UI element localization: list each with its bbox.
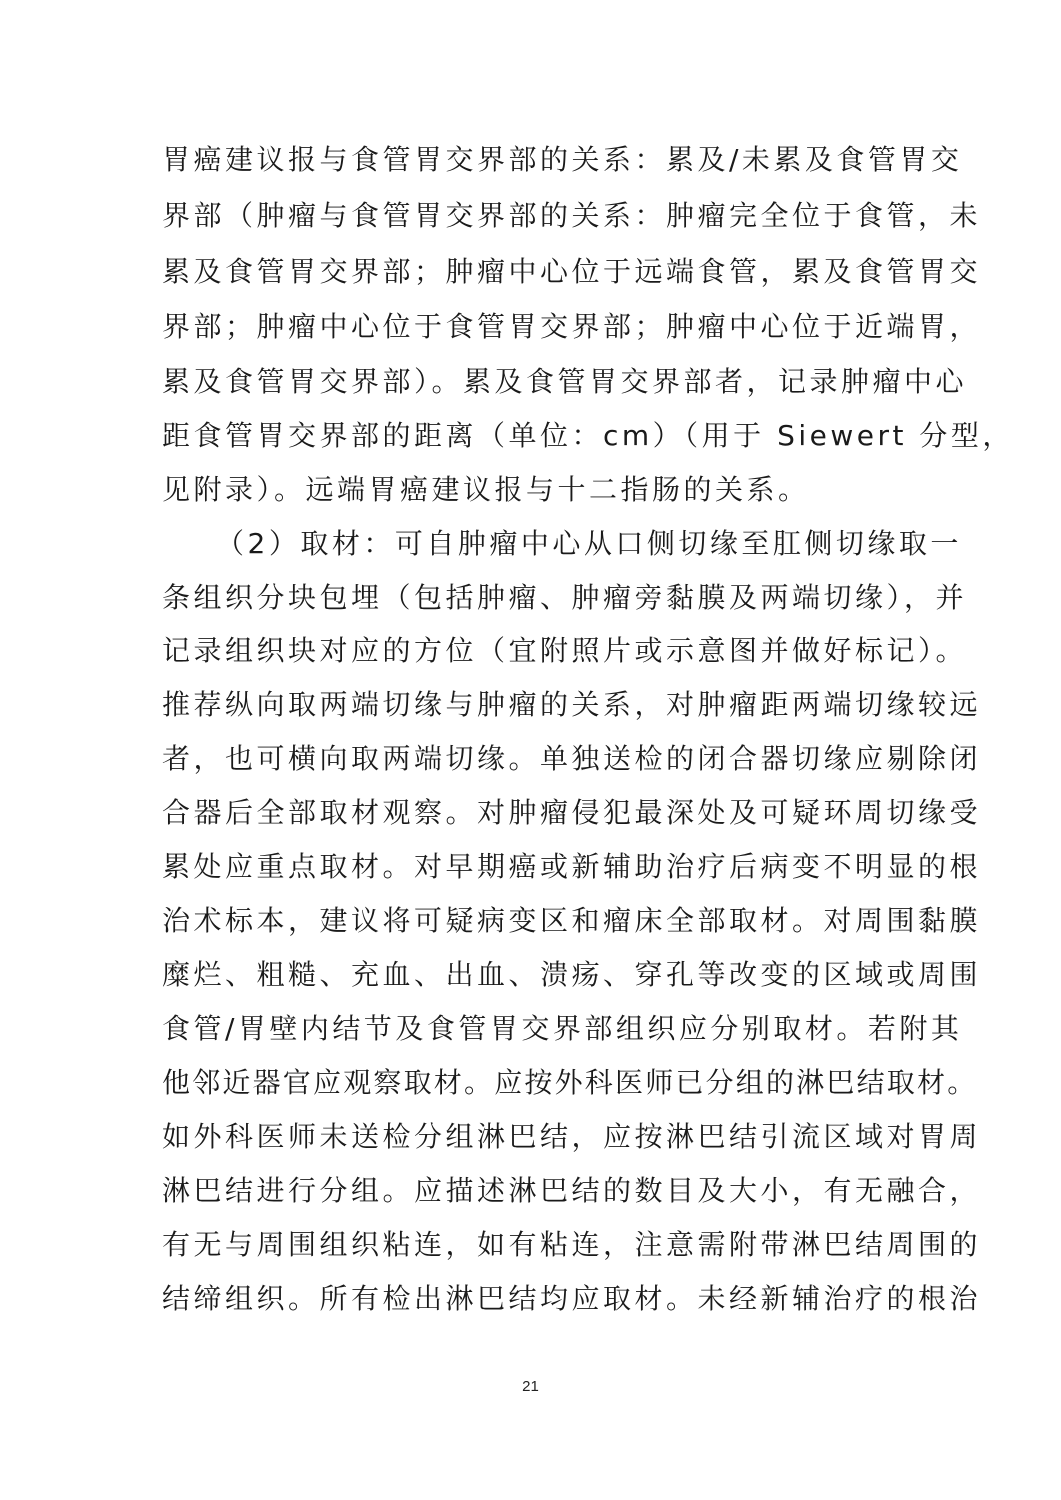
body-text-line: 胃癌建议报与食管胃交界部的关系：累及/未累及食管胃交 xyxy=(162,143,963,176)
body-text-line: 记录组织块对应的方位（宜附照片或示意图并做好标记）。 xyxy=(162,634,968,667)
body-text-line: 食管/胃壁内结节及食管胃交界部组织应分别取材。若附其 xyxy=(162,1012,963,1045)
body-text-line: 距食管胃交界部的距离（单位：cm）（用于 Siewert 分型， xyxy=(162,419,1014,452)
body-text-line: 者，也可横向取两端切缘。单独送检的闭合器切缘应剔除闭 xyxy=(162,742,982,775)
body-text-line: 有无与周围组织粘连，如有粘连，注意需附带淋巴结周围的 xyxy=(162,1228,982,1261)
body-text-line: 界部（肿瘤与食管胃交界部的关系：肿瘤完全位于食管，未 xyxy=(162,199,982,232)
body-text-line: 如外科医师未送检分组淋巴结，应按淋巴结引流区域对胃周 xyxy=(162,1120,982,1153)
body-text-line: 淋巴结进行分组。应描述淋巴结的数目及大小，有无融合， xyxy=(162,1174,982,1207)
body-text-line: 推荐纵向取两端切缘与肿瘤的关系，对肿瘤距两端切缘较远 xyxy=(162,688,982,721)
body-text-line: 累处应重点取材。对早期癌或新辅助治疗后病变不明显的根 xyxy=(162,850,982,883)
body-text-line: 结缔组织。所有检出淋巴结均应取材。未经新辅治疗的根治 xyxy=(162,1282,982,1315)
page-number: 21 xyxy=(522,1378,539,1395)
body-text-line: 累及食管胃交界部）。累及食管胃交界部者，记录肿瘤中心 xyxy=(162,365,968,398)
body-text-line: 条组织分块包埋（包括肿瘤、肿瘤旁黏膜及两端切缘），并 xyxy=(162,581,968,614)
body-text-line: 合器后全部取材观察。对肿瘤侵犯最深处及可疑环周切缘受 xyxy=(162,796,982,829)
body-text-line: 累及食管胃交界部；肿瘤中心位于远端食管，累及食管胃交 xyxy=(162,255,982,288)
body-text-line: 他邻近器官应观察取材。应按外科医师已分组的淋巴结取材。 xyxy=(162,1066,978,1099)
body-text-line: 糜烂、粗糙、充血、出血、溃疡、穿孔等改变的区域或周围 xyxy=(162,958,982,991)
body-text-line: 界部；肿瘤中心位于食管胃交界部；肿瘤中心位于近端胃， xyxy=(162,310,982,343)
body-text-line: 治术标本，建议将可疑病变区和瘤床全部取材。对周围黏膜 xyxy=(162,904,982,937)
body-text-line: （2）取材：可自肿瘤中心从口侧切缘至肛侧切缘取一 xyxy=(216,527,962,560)
body-text-line: 见附录）。远端胃癌建议报与十二指肠的关系。 xyxy=(162,473,810,506)
